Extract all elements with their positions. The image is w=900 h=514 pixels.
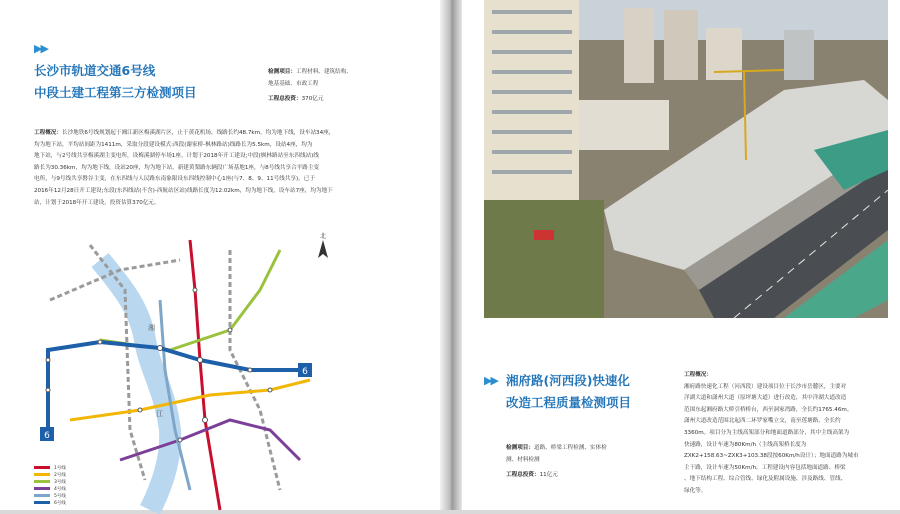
left-page xyxy=(0,0,440,510)
legend-entry: 6号线 xyxy=(54,501,66,506)
items-value: 道路、桥梁工程检测、实体检 xyxy=(533,445,607,451)
investment-value: 11亿元 xyxy=(539,472,558,479)
overview-line: ZXK2+158.63~ZXK3+103.38段按60Km/h设计）；地面道路为城市 xyxy=(684,453,859,460)
project-title xyxy=(506,370,631,414)
title-line: 湘府路(河西段)快速化 xyxy=(506,373,630,388)
title-line: 改造工程质量检测项目 xyxy=(506,395,632,410)
aerial-photo-svg xyxy=(484,0,888,318)
overview-line: 潇州大道改造范围北起西二环罗家嘴立交，南至莲塘路，全长约 xyxy=(684,418,841,425)
construction-photo xyxy=(484,0,888,318)
overview-line: 3360m。项目分为主线高架部分和地面道路部分，其中主线高架为 xyxy=(684,429,850,436)
overview-line: 湘府路快速化工程（河西段）建设项目位于长沙市岳麓区，主要对 xyxy=(684,383,847,390)
line6-badge-label: 6 xyxy=(302,367,308,377)
legend-entry: 2号线 xyxy=(54,473,66,478)
overview-line: 快速路，设计车速为80Km/h（主线高架桥长度为 xyxy=(684,441,807,448)
title-line: 中段土建工程第三方检测项目 xyxy=(34,85,197,100)
river-label: 湘 xyxy=(148,324,155,332)
double-chevron-right-icon: ▶▶ xyxy=(484,374,497,387)
metro-line-2 xyxy=(70,380,310,420)
investment-value: 370亿元 xyxy=(301,96,324,103)
overview-line: 均为地下站，平均站间距为1411m，采取分段建设模式:西段(谢家桥-枫林路站)线路长为5.5km，设站4座，均为 xyxy=(34,141,313,148)
north-label: 北 xyxy=(319,233,327,240)
river-label: 江 xyxy=(156,410,163,418)
investment-label: 工程总投资： xyxy=(268,96,302,103)
book-spine xyxy=(440,0,462,510)
double-chevron-right-icon: ▶▶ xyxy=(34,42,47,55)
items-value: 地基基础、市政工程 xyxy=(268,80,319,87)
project-meta xyxy=(506,443,607,482)
overview-line: 地下站，与2号线共享梅溪湖主变电所，设梅溪湖停车场1座。计划于2018年开工建设;中段(枫林路站至东四线站)线 xyxy=(34,153,319,160)
overview-line: 范围东起湘府路大桥引桥桥台，西至洞家湾路，全长约1765.46m。 xyxy=(684,406,853,413)
project-meta xyxy=(268,67,352,106)
map-legend xyxy=(34,464,66,506)
title-line: 长沙市轨道交通6号线 xyxy=(34,63,156,78)
legend-entry: 3号线 xyxy=(54,480,66,485)
xiang-river xyxy=(100,260,170,510)
overview-label: 工程概况： xyxy=(34,130,62,136)
legend-entry: 1号线 xyxy=(54,466,66,471)
legend-entry: 5号线 xyxy=(54,494,66,499)
metro-line-1 xyxy=(190,240,220,510)
line6-badge-label: 6 xyxy=(44,431,50,441)
items-label: 检测项目： xyxy=(268,69,296,75)
legend-entry: 4号线 xyxy=(54,487,66,492)
metro-map xyxy=(30,230,327,510)
overview-paragraph xyxy=(34,128,374,209)
overview-line: 2016年12月28日开工建设;东段(东四线站(不含)-西航站区站)线路长度为12.02km，均为地下线，设车站7座，均为地下 xyxy=(34,187,333,194)
investment-label: 工程总投资： xyxy=(506,472,540,479)
items-label: 检测项目： xyxy=(506,445,534,451)
overview-line: 洋湖大道和潇州大道（原坪塘大道）进行改造，其中洋湖大道改造 xyxy=(684,395,847,402)
overview-line: 绿化等。 xyxy=(684,487,707,494)
overview-line: 、地下结构工程、综合管线、绿化及附属设施、涉及路线、管线、 xyxy=(684,476,847,483)
overview-line: 电所，与9号线共享磐谷主变，在东四线与人民路东南象限设东四线控制中心1座(与7、8、9、11号线共享)。已于 xyxy=(34,176,315,183)
overview-paragraph xyxy=(684,370,898,498)
overview-line: 主干路，设计车速为50Km/h。工程建设内容包括地面道路、桥梁 xyxy=(684,464,846,471)
north-arrow-icon xyxy=(318,240,328,258)
items-value: 测、材料检测 xyxy=(506,456,540,463)
items-value: 工程材料、建筑结构、 xyxy=(295,69,352,75)
overview-line: 长沙地铁6号线规划起于湘江新区梅溪湖片区，止于黄花机场，线路长约48.7km，均为地下线，设车站34座， xyxy=(61,130,335,136)
overview-line: 路长为30.36km，均为地下线，设站20座，均为地下站，新建黄梨路东辆段广场基地1座，与8号线共享合平路主变 xyxy=(34,164,320,171)
metro-map-svg xyxy=(30,230,327,510)
project-title xyxy=(34,60,197,104)
overview-line: 站，计划于2018年开工建设，投资估算370亿元。 xyxy=(34,199,160,206)
overview-label: 工程概况： xyxy=(684,372,712,378)
right-page xyxy=(462,0,900,510)
